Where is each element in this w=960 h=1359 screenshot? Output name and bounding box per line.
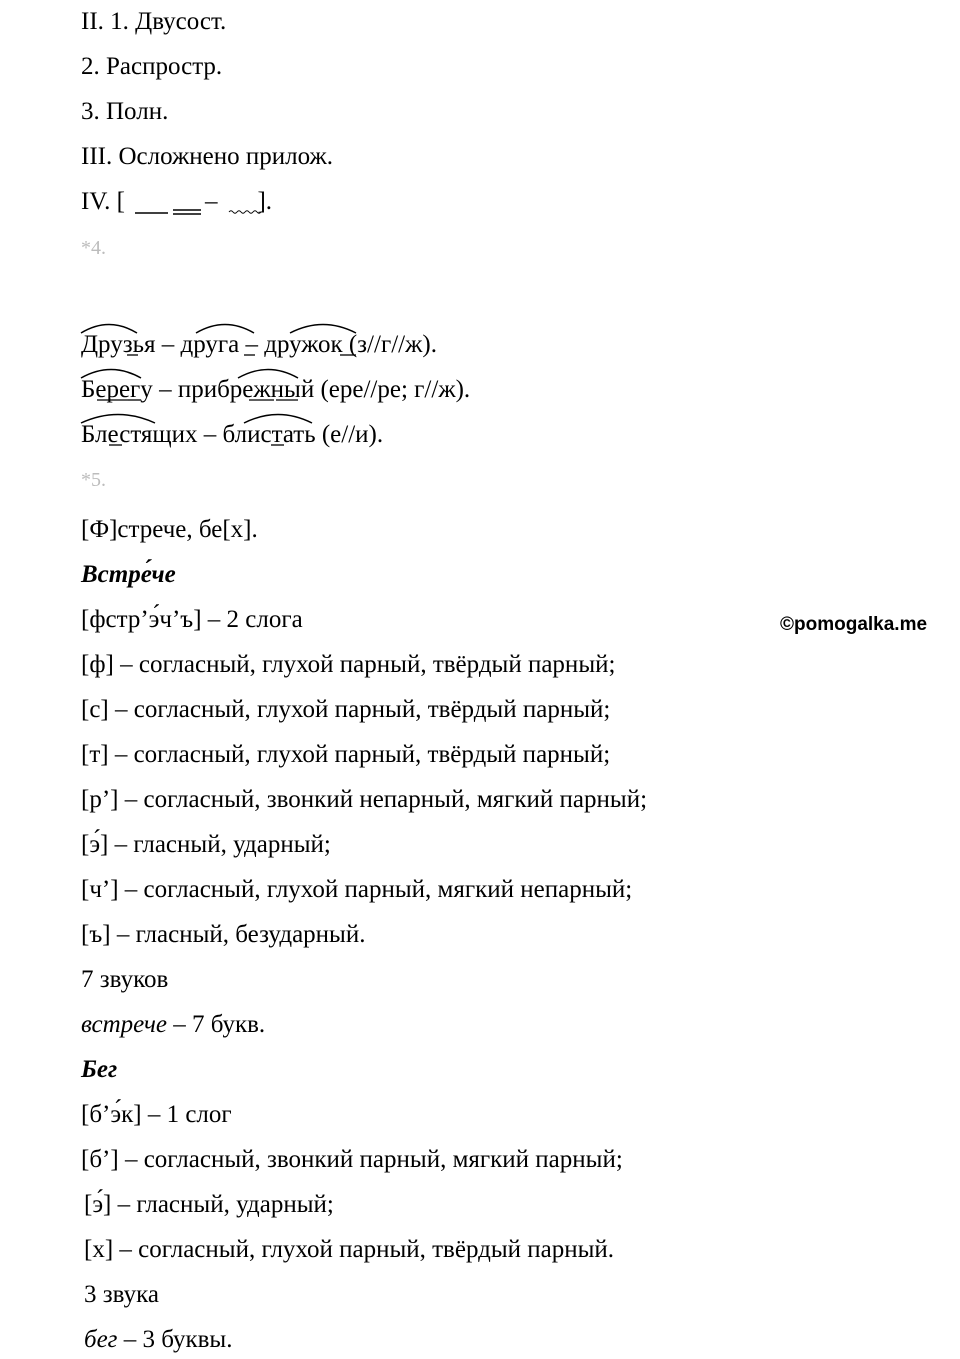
alternation-note: (з//г//ж).	[342, 331, 437, 358]
word-1-transcription: [фстр’э́ч’ъ] – 2 слога	[81, 606, 303, 633]
alternation-note: (е//и).	[315, 421, 384, 448]
word-druzya: Друзья	[81, 331, 156, 358]
scheme-dash: –	[204, 188, 218, 215]
word-druga: друга	[180, 331, 240, 358]
sound-line: [б’] – согласный, звонкий парный, мягкий парный;	[81, 1146, 623, 1173]
word-blestyashchikh: Блестящих	[81, 421, 198, 448]
word-family-row-1: Друзья – друга – дружок (з//г//ж).	[81, 331, 437, 358]
sound-line: [э́] – гласный, ударный;	[81, 831, 331, 858]
sound-line: [ъ] – гласный, безударный.	[81, 921, 366, 948]
sound-line: [ф] – согласный, глухой парный, твёрдый парный;	[81, 651, 616, 678]
word-1-sound-count: 7 звуков	[81, 966, 169, 993]
analysis-line-2: 2. Распростр.	[81, 53, 223, 80]
task-4-label: *4.	[81, 237, 106, 259]
analysis-line-4: III. Осложнено прилож.	[81, 143, 333, 170]
scheme-close: ].	[257, 188, 273, 215]
word-pribrezhny: прибрежный	[177, 376, 315, 403]
word-1-letter-count: встрече – 7 букв.	[81, 1011, 266, 1038]
scheme-open: IV. [	[81, 188, 125, 215]
analysis-line-1: II. 1. Двусост.	[81, 8, 227, 35]
alternation-note: (ере//ре; г//ж).	[314, 376, 471, 403]
task-5-label: *5.	[81, 469, 106, 491]
word-blistat: блистать	[222, 421, 316, 448]
word-1-title: Встре́че	[81, 561, 176, 588]
sound-line: [с] – согласный, глухой парный, твёрдый парный;	[81, 696, 611, 723]
sound-line: [э́] – гласный, ударный;	[84, 1191, 334, 1218]
word-2-title: Бег	[81, 1056, 118, 1083]
sound-line: [т] – согласный, глухой парный, твёрдый парный;	[81, 741, 611, 768]
word-2-letter-count: бег – 3 буквы.	[84, 1326, 233, 1353]
word-family-row-2: Берегу – прибрежный (ере//ре; г//ж).	[81, 376, 471, 403]
word-2-transcription: [б’э́к] – 1 слог	[81, 1101, 232, 1128]
word-druzhok: дружок	[264, 331, 343, 358]
task-5-intro: [Ф]стрече, бе[х].	[81, 516, 258, 543]
word-2-sound-count: 3 звука	[84, 1281, 159, 1308]
sound-line: [ч’] – согласный, глухой парный, мягкий непарный;	[81, 876, 633, 903]
word-beregu: Берегу	[81, 376, 153, 403]
sound-line: [х] – согласный, глухой парный, твёрдый парный.	[84, 1236, 615, 1263]
sentence-scheme	[81, 187, 272, 217]
sound-line: [р’] – согласный, звонкий непарный, мягкий парный;	[81, 786, 648, 813]
watermark: ©pomogalka.me	[780, 614, 928, 635]
word-family-row-3: Блестящих – блистать (е//и).	[81, 421, 384, 448]
analysis-line-3: 3. Полн.	[81, 98, 169, 125]
